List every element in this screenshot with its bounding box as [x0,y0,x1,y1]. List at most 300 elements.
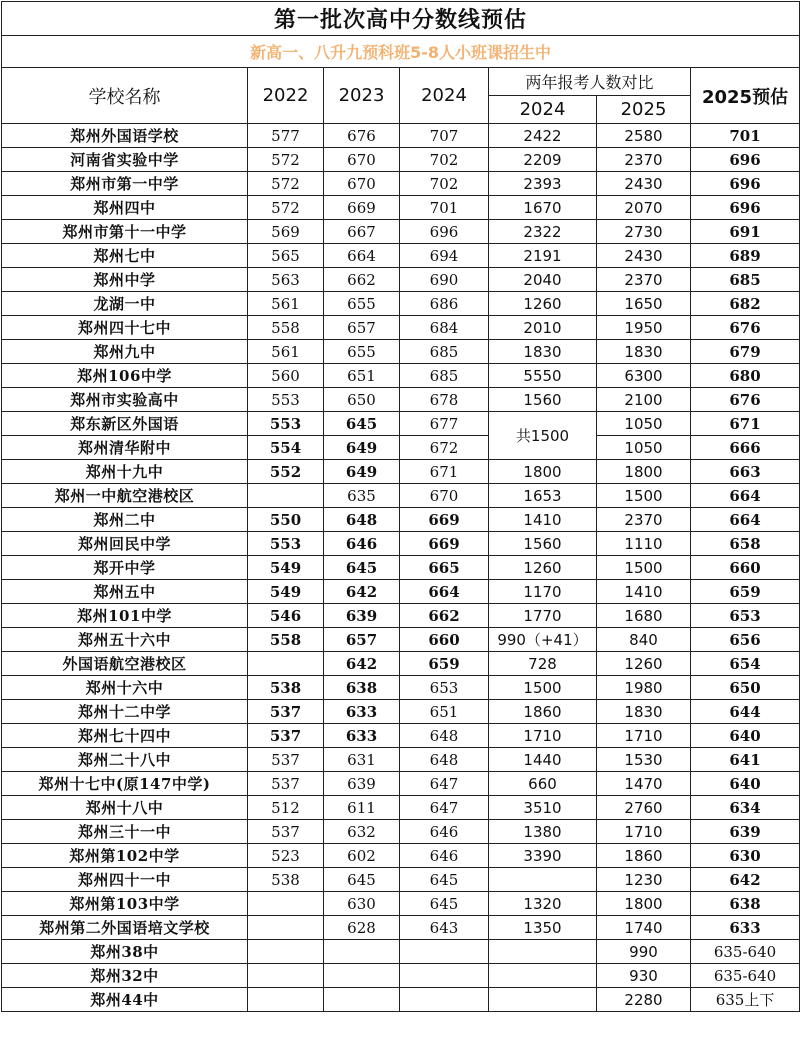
score-2023-cell: 655 [324,292,400,316]
school-name-cell: 郑州市实验高中 [2,388,248,412]
score-2022-cell: 538 [248,676,324,700]
applicants-2024-cell: 5550 [489,364,597,388]
estimate-2025-cell: 638 [691,892,800,916]
applicants-2024-cell: 1560 [489,532,597,556]
applicants-2024-cell [489,988,597,1012]
score-2024-cell: 707 [400,124,489,148]
score-2022-cell: 572 [248,148,324,172]
score-2024-cell: 702 [400,148,489,172]
score-2023-cell: 631 [324,748,400,772]
estimate-2025-cell: 650 [691,676,800,700]
table-row [2,844,800,868]
score-2023-cell: 632 [324,820,400,844]
score-2023-cell: 669 [324,196,400,220]
applicants-2025-cell: 1230 [597,868,691,892]
table-row [2,460,800,484]
score-2023-cell: 645 [324,412,400,436]
score-2023-cell: 651 [324,364,400,388]
score-2024-cell [400,940,489,964]
school-name-cell: 郑州十九中 [2,460,248,484]
score-2022-cell: 549 [248,556,324,580]
table-row [2,604,800,628]
estimate-2025-cell: 679 [691,340,800,364]
score-2024-cell: 684 [400,316,489,340]
applicants-2024-cell: 1710 [489,724,597,748]
score-2024-cell: 670 [400,484,489,508]
applicants-2024-cell: 3390 [489,844,597,868]
applicants-2024-cell: 1670 [489,196,597,220]
school-name-cell: 郑州第102中学 [2,844,248,868]
estimate-2025-cell: 630 [691,844,800,868]
applicants-2025-cell: 1800 [597,460,691,484]
school-name-cell: 郑州四中 [2,196,248,220]
applicants-2024-cell [489,868,597,892]
score-2023-cell: 633 [324,700,400,724]
score-2024-cell: 678 [400,388,489,412]
table-row [2,556,800,580]
score-2024-cell: 694 [400,244,489,268]
estimate-2025-cell: 689 [691,244,800,268]
applicants-2024-cell: 1440 [489,748,597,772]
header-year-2023: 2023 [324,68,400,124]
table-row [2,196,800,220]
estimate-2025-cell: 642 [691,868,800,892]
school-name-cell: 郑州38中 [2,940,248,964]
promo-banner: 新高一、八升九预科班5-8人小班课招生中 [2,36,800,68]
applicants-2025-cell: 1740 [597,916,691,940]
school-name-cell: 郑开中学 [2,556,248,580]
header-count-2025: 2025 [597,96,691,124]
estimate-2025-cell: 635上下 [691,988,800,1012]
school-name-cell: 郑州中学 [2,268,248,292]
school-name-cell: 郑州七中 [2,244,248,268]
applicants-2024-cell: 2010 [489,316,597,340]
school-name-cell: 郑州三十一中 [2,820,248,844]
estimate-2025-cell: 666 [691,436,800,460]
estimate-2025-cell: 640 [691,772,800,796]
applicants-2025-cell: 2370 [597,148,691,172]
estimate-2025-cell: 658 [691,532,800,556]
score-2022-cell: 537 [248,820,324,844]
score-2022-cell: 561 [248,292,324,316]
score-2024-cell: 696 [400,220,489,244]
applicants-2025-cell: 840 [597,628,691,652]
score-2024-cell: 690 [400,268,489,292]
table-row [2,388,800,412]
score-2023-cell: 667 [324,220,400,244]
score-2023-cell: 649 [324,436,400,460]
estimate-2025-cell: 671 [691,412,800,436]
school-name-cell: 郑州第二外国语培文学校 [2,916,248,940]
score-2022-cell: 538 [248,868,324,892]
applicants-2024-cell: 1320 [489,892,597,916]
applicants-2024-cell: 2422 [489,124,597,148]
applicants-2025-cell: 1680 [597,604,691,628]
table-row [2,892,800,916]
score-2024-cell: 651 [400,700,489,724]
applicants-2025-cell: 1410 [597,580,691,604]
score-2022-cell: 560 [248,364,324,388]
score-2023-cell: 645 [324,868,400,892]
header-year-2022: 2022 [248,68,324,124]
school-name-cell: 郑州市第一中学 [2,172,248,196]
applicants-2024-cell: 2393 [489,172,597,196]
table-title: 第一批次高中分数线预估 [2,2,800,36]
estimate-2025-cell: 640 [691,724,800,748]
score-2022-cell: 554 [248,436,324,460]
estimate-2025-cell: 659 [691,580,800,604]
applicants-2024-cell: 1653 [489,484,597,508]
score-2024-cell: 645 [400,892,489,916]
school-name-cell: 郑州第103中学 [2,892,248,916]
score-2022-cell: 537 [248,772,324,796]
applicants-2025-cell: 1950 [597,316,691,340]
applicants-2024-cell: 660 [489,772,597,796]
score-2023-cell [324,940,400,964]
score-2023-cell: 642 [324,652,400,676]
applicants-2025-cell: 1650 [597,292,691,316]
table-row [2,436,800,460]
score-2024-cell: 686 [400,292,489,316]
score-2024-cell: 671 [400,460,489,484]
score-2022-cell: 546 [248,604,324,628]
applicants-2025-cell: 2730 [597,220,691,244]
school-name-cell: 郑州市第十一中学 [2,220,248,244]
score-2024-cell: 669 [400,508,489,532]
score-2023-cell: 676 [324,124,400,148]
score-2022-cell [248,652,324,676]
score-2022-cell [248,892,324,916]
score-2024-cell: 702 [400,172,489,196]
applicants-2025-cell: 2070 [597,196,691,220]
score-2022-cell: 558 [248,628,324,652]
score-2024-cell: 677 [400,412,489,436]
score-2023-cell: 638 [324,676,400,700]
score-2022-cell: 577 [248,124,324,148]
score-2024-cell: 659 [400,652,489,676]
estimate-2025-cell: 641 [691,748,800,772]
score-2023-cell: 602 [324,844,400,868]
estimate-2025-cell: 664 [691,484,800,508]
score-2023-cell: 662 [324,268,400,292]
school-name-cell: 郑州外国语学校 [2,124,248,148]
estimate-2025-cell: 635-640 [691,940,800,964]
applicants-2025-cell: 2760 [597,796,691,820]
header-year-2024: 2024 [400,68,489,124]
school-name-cell: 郑州九中 [2,340,248,364]
estimate-2025-cell: 654 [691,652,800,676]
estimate-2025-cell: 634 [691,796,800,820]
score-2022-cell [248,988,324,1012]
applicants-2025-cell: 1500 [597,556,691,580]
score-2022-cell [248,940,324,964]
score-2022-cell [248,964,324,988]
score-2024-cell: 648 [400,724,489,748]
school-name-cell: 郑州44中 [2,988,248,1012]
estimate-2025-cell: 676 [691,316,800,340]
score-2024-cell: 646 [400,844,489,868]
applicants-2025-cell: 2580 [597,124,691,148]
estimate-2025-cell: 639 [691,820,800,844]
score-2022-cell: 552 [248,460,324,484]
applicants-2025-cell: 990 [597,940,691,964]
applicants-2024-cell: 1260 [489,556,597,580]
applicants-2024-cell: 2040 [489,268,597,292]
applicants-2025-cell: 1050 [597,412,691,436]
score-2023-cell: 630 [324,892,400,916]
score-2024-cell: 669 [400,532,489,556]
header-applicant-compare: 两年报考人数对比 [489,68,691,96]
table-row [2,508,800,532]
score-2022-cell: 563 [248,268,324,292]
score-2022-cell: 553 [248,388,324,412]
score-2024-cell: 685 [400,340,489,364]
estimate-2025-cell: 691 [691,220,800,244]
score-2024-cell: 662 [400,604,489,628]
header-estimate-2025: 2025预估 [691,68,800,124]
score-2024-cell: 672 [400,436,489,460]
applicants-2024-cell: 2191 [489,244,597,268]
score-2024-cell [400,988,489,1012]
estimate-2025-cell: 644 [691,700,800,724]
score-2022-cell: 561 [248,340,324,364]
applicants-2025-cell: 1530 [597,748,691,772]
score-2023-cell: 628 [324,916,400,940]
table-row [2,316,800,340]
applicants-2025-cell: 1710 [597,724,691,748]
school-name-cell: 郑州五十六中 [2,628,248,652]
applicants-2024-cell: 1800 [489,460,597,484]
applicants-2024-cell: 1830 [489,340,597,364]
table-row [2,676,800,700]
applicants-2024-cell: 728 [489,652,597,676]
applicants-2025-cell: 2430 [597,172,691,196]
score-2022-cell: 572 [248,196,324,220]
applicants-2024-cell [489,964,597,988]
score-2023-cell: 611 [324,796,400,820]
school-name-cell: 郑州十六中 [2,676,248,700]
score-2023-cell: 642 [324,580,400,604]
estimate-2025-cell: 682 [691,292,800,316]
estimate-2025-cell: 696 [691,196,800,220]
estimate-2025-cell: 664 [691,508,800,532]
estimate-2025-cell: 696 [691,148,800,172]
estimate-2025-cell: 656 [691,628,800,652]
score-2023-cell: 657 [324,628,400,652]
score-2023-cell: 635 [324,484,400,508]
score-2022-cell: 572 [248,172,324,196]
school-name-cell: 郑州十八中 [2,796,248,820]
score-2023-cell [324,964,400,988]
score-2023-cell: 657 [324,316,400,340]
score-2023-cell: 664 [324,244,400,268]
table-row [2,148,800,172]
applicants-2024-cell: 1170 [489,580,597,604]
applicants-2024-merged-cell: 共1500 [489,412,597,460]
score-2024-cell: 660 [400,628,489,652]
score-2023-cell: 650 [324,388,400,412]
applicants-2025-cell: 1830 [597,340,691,364]
table-row [2,580,800,604]
applicants-2025-cell: 1830 [597,700,691,724]
table-row [2,412,800,436]
school-name-cell: 郑州清华附中 [2,436,248,460]
school-name-cell: 郑州五中 [2,580,248,604]
table-row [2,364,800,388]
table-row [2,796,800,820]
school-name-cell: 郑东新区外国语 [2,412,248,436]
estimate-2025-cell: 663 [691,460,800,484]
score-2023-cell: 670 [324,172,400,196]
estimate-2025-cell: 701 [691,124,800,148]
table-row [2,652,800,676]
score-2023-cell: 639 [324,604,400,628]
applicants-2024-cell: 1350 [489,916,597,940]
score-2023-cell: 649 [324,460,400,484]
score-2023-cell: 639 [324,772,400,796]
school-name-cell: 郑州二十八中 [2,748,248,772]
applicants-2024-cell: 990（+41） [489,628,597,652]
score-2024-cell: 648 [400,748,489,772]
table-row [2,940,800,964]
header-school-name: 学校名称 [2,68,248,124]
table-row [2,172,800,196]
table-row [2,220,800,244]
applicants-2025-cell: 1110 [597,532,691,556]
score-2024-cell: 653 [400,676,489,700]
applicants-2025-cell: 2430 [597,244,691,268]
score-2022-cell: 512 [248,796,324,820]
applicants-2025-cell: 2280 [597,988,691,1012]
estimate-2025-cell: 676 [691,388,800,412]
score-2022-cell: 537 [248,700,324,724]
score-2024-cell [400,964,489,988]
estimate-2025-cell: 633 [691,916,800,940]
table-row [2,964,800,988]
applicants-2025-cell: 1470 [597,772,691,796]
table-row [2,868,800,892]
applicants-2024-cell [489,940,597,964]
school-name-cell: 郑州四十七中 [2,316,248,340]
score-2024-cell: 701 [400,196,489,220]
applicants-2024-cell: 2322 [489,220,597,244]
estimate-2025-cell: 653 [691,604,800,628]
applicants-2025-cell: 6300 [597,364,691,388]
school-name-cell: 郑州一中航空港校区 [2,484,248,508]
school-name-cell: 郑州七十四中 [2,724,248,748]
score-2022-cell: 550 [248,508,324,532]
score-table [1,1,800,1012]
score-2022-cell: 558 [248,316,324,340]
score-2023-cell: 670 [324,148,400,172]
header-count-2024: 2024 [489,96,597,124]
applicants-2024-cell: 1260 [489,292,597,316]
score-2022-cell: 565 [248,244,324,268]
score-2023-cell: 633 [324,724,400,748]
estimate-2025-cell: 696 [691,172,800,196]
score-2022-cell: 549 [248,580,324,604]
score-2024-cell: 664 [400,580,489,604]
table-row [2,484,800,508]
applicants-2024-cell: 1860 [489,700,597,724]
table-row [2,724,800,748]
estimate-2025-cell: 635-640 [691,964,800,988]
estimate-2025-cell: 660 [691,556,800,580]
score-2022-cell: 523 [248,844,324,868]
school-name-cell: 外国语航空港校区 [2,652,248,676]
applicants-2025-cell: 2370 [597,508,691,532]
table-row [2,628,800,652]
applicants-2024-cell: 3510 [489,796,597,820]
applicants-2025-cell: 1980 [597,676,691,700]
table-row [2,772,800,796]
school-name-cell: 龙湖一中 [2,292,248,316]
school-name-cell: 郑州十二中学 [2,700,248,724]
score-2024-cell: 645 [400,868,489,892]
score-2023-cell: 646 [324,532,400,556]
score-2024-cell: 647 [400,772,489,796]
school-name-cell: 郑州106中学 [2,364,248,388]
score-2023-cell: 648 [324,508,400,532]
applicants-2025-cell: 930 [597,964,691,988]
table-row [2,700,800,724]
table-row [2,244,800,268]
applicants-2024-cell: 1380 [489,820,597,844]
applicants-2025-cell: 1050 [597,436,691,460]
applicants-2024-cell: 2209 [489,148,597,172]
applicants-2025-cell: 1710 [597,820,691,844]
school-name-cell: 河南省实验中学 [2,148,248,172]
table-row [2,988,800,1012]
table-row [2,340,800,364]
school-name-cell: 郑州四十一中 [2,868,248,892]
applicants-2024-cell: 1770 [489,604,597,628]
table-row [2,268,800,292]
table-row [2,916,800,940]
score-2022-cell: 537 [248,748,324,772]
table-body [2,124,800,1012]
score-2024-cell: 685 [400,364,489,388]
table-row [2,292,800,316]
score-2024-cell: 665 [400,556,489,580]
estimate-2025-cell: 680 [691,364,800,388]
score-2022-cell: 553 [248,412,324,436]
school-name-cell: 郑州二中 [2,508,248,532]
score-2022-cell [248,916,324,940]
score-2022-cell: 569 [248,220,324,244]
school-name-cell: 郑州32中 [2,964,248,988]
score-2024-cell: 646 [400,820,489,844]
applicants-2025-cell: 1800 [597,892,691,916]
applicants-2024-cell: 1410 [489,508,597,532]
table-row [2,820,800,844]
score-2023-cell [324,988,400,1012]
table-row [2,748,800,772]
score-2023-cell: 645 [324,556,400,580]
table-row [2,124,800,148]
applicants-2025-cell: 1260 [597,652,691,676]
score-2024-cell: 647 [400,796,489,820]
applicants-2024-cell: 1500 [489,676,597,700]
score-2024-cell: 643 [400,916,489,940]
applicants-2025-cell: 2100 [597,388,691,412]
school-name-cell: 郑州回民中学 [2,532,248,556]
applicants-2025-cell: 2370 [597,268,691,292]
applicants-2025-cell: 1500 [597,484,691,508]
table-row [2,532,800,556]
school-name-cell: 郑州101中学 [2,604,248,628]
applicants-2024-cell: 1560 [489,388,597,412]
